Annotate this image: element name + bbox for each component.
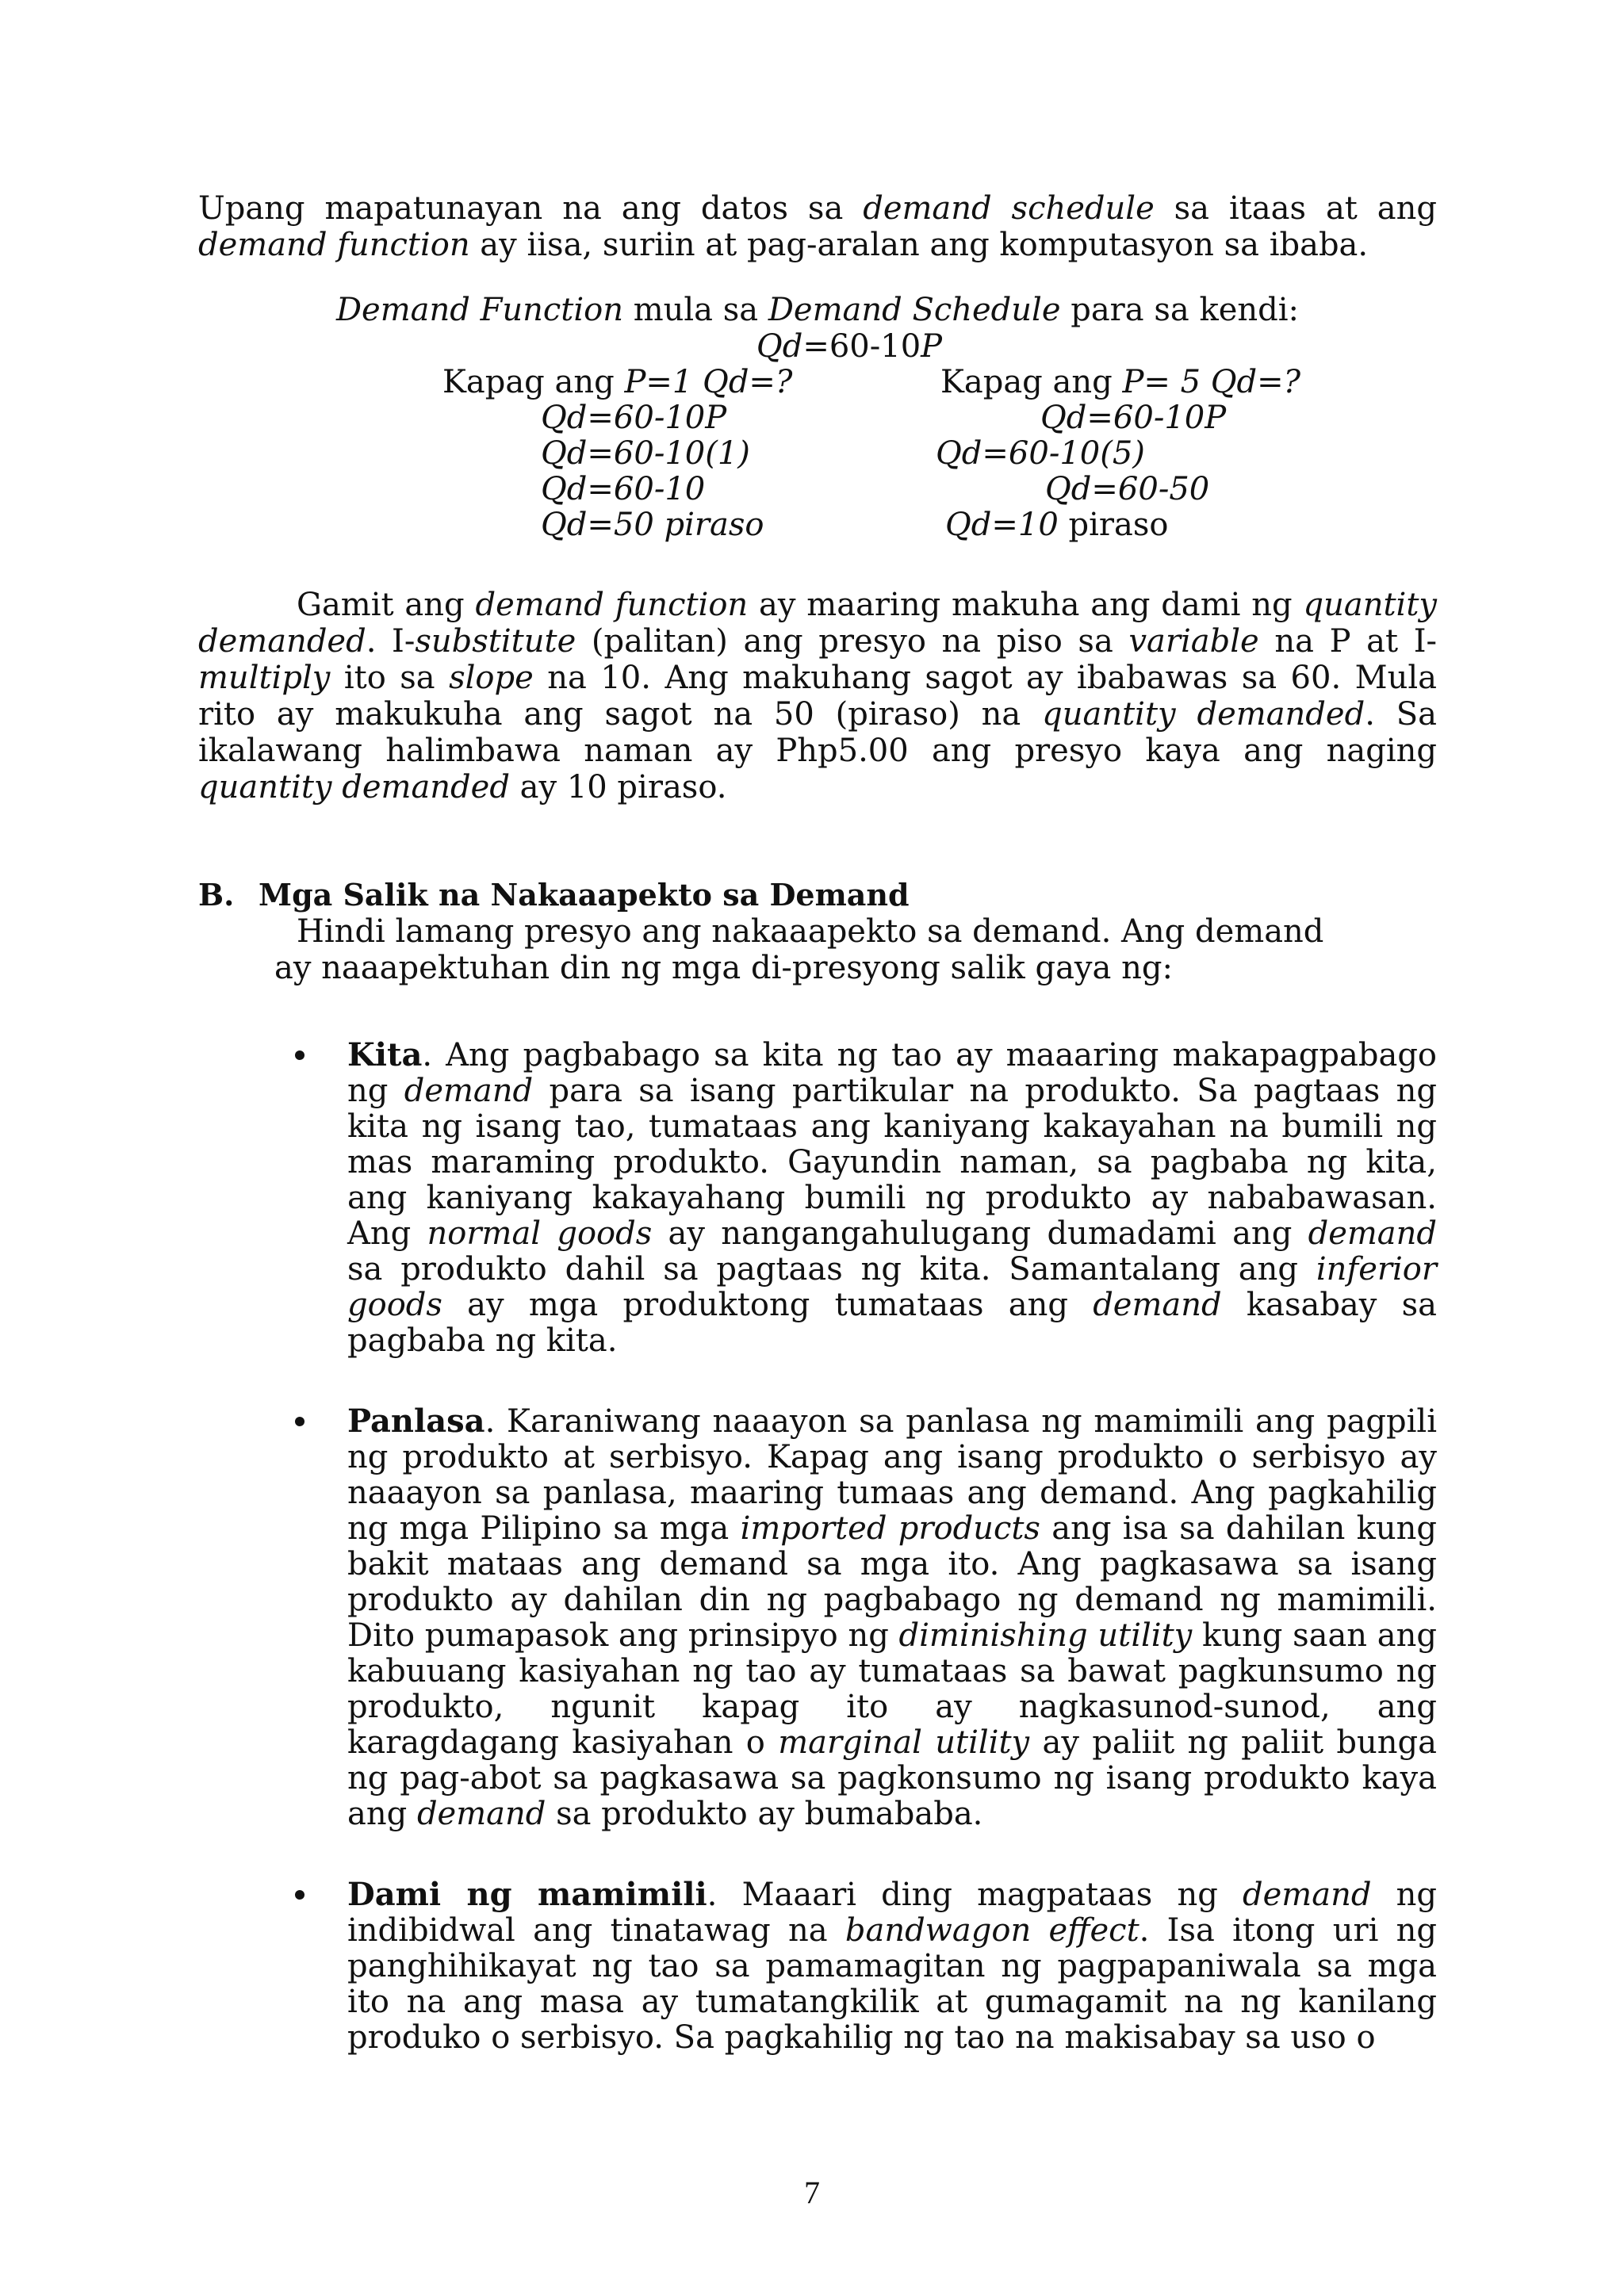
text-run: kasabay sa pagbaba ng kita.	[347, 1287, 1437, 1359]
text-run-italic: Qd=50 piraso	[541, 507, 764, 543]
text-run-italic: demand	[1093, 1287, 1222, 1323]
explanation-paragraph	[198, 587, 1437, 806]
bullet-icon	[295, 1050, 304, 1060]
text-run-italic: quantity demanded	[1042, 696, 1365, 733]
term-label: Dami ng mamimili	[347, 1876, 707, 1913]
text-run: na 10. Ang makuhang sagot ay ibabawas sa 60. Mula rito ay makukuha ang sagot na 50 (piraso) na	[198, 660, 1438, 733]
text-run-italic: multiply	[198, 660, 331, 696]
text-run-italic: P=1 Qd=?	[624, 364, 793, 400]
calc-right-line	[936, 400, 1300, 436]
list-item-panlasa	[198, 1403, 1437, 1832]
section-b-intro-line2: ay naaapektuhan din ng mga di-presyong salik gaya ng:	[274, 950, 1173, 986]
text-run-italic: slope	[449, 660, 534, 696]
calc-left-column	[442, 365, 792, 543]
text-run: kung saan ang kabuuang kasiyahan ng tao ay tumataas sa bawat pagkunsumo ng produkto, ngunit kapag ito ay nagkasunod-sunod, ang karagdagang kasiyahan o	[347, 1617, 1437, 1761]
text-run-italic: normal goods	[427, 1215, 653, 1252]
text-run-italic: bandwagon effect	[845, 1912, 1139, 1949]
text-run-italic: Qd=60-10P	[1040, 400, 1227, 436]
text-run-italic: demand	[1308, 1215, 1438, 1252]
text-run-italic: demand	[404, 1073, 534, 1109]
text-run-italic: Demand Function	[335, 292, 623, 328]
text-run: ang isa sa dahilan kung bakit mataas ang demand sa mga ito. Ang pagkasawa sa isang produkto ay dahilan din ng pagbabago ng demand ng mamimili. Dito pumapasok ang prinsipyo ng	[347, 1510, 1438, 1654]
text-run-italic: Qd=60-10P	[541, 400, 727, 436]
text-run-italic: demand function	[198, 227, 470, 263]
text-run-italic: demand	[416, 1796, 546, 1832]
calc-right-line	[936, 436, 1300, 472]
calc-right-header	[936, 365, 1300, 400]
text-run-italic: demand schedule	[863, 190, 1155, 227]
text-run-italic: Qd=60-10	[541, 471, 706, 507]
calc-left-line	[442, 472, 792, 507]
calc-left-line	[442, 400, 792, 436]
text-run-italic: demand function	[475, 587, 749, 623]
term-label: Panlasa	[347, 1402, 485, 1440]
calculation-columns	[198, 365, 1437, 547]
text-run: Kapag ang	[940, 364, 1123, 400]
text-run: . Karaniwang naaayon sa panlasa ng mamimili ang pagpili ng produkto at serbisyo. Kapag ang isang produkto o serbisyo ay naaayon sa panlasa, maaring tumaas ang demand. Ang pagkahilig ng mga Pilipino sa mga	[347, 1403, 1437, 1547]
text-run: . Sa ikalawang halimbawa naman ay Php5.00 ang presyo kaya ang naging	[198, 696, 1437, 769]
calc-left-header	[442, 365, 792, 400]
page-number: 7	[804, 2175, 820, 2210]
term-label: Kita	[347, 1036, 423, 1073]
text-run: piraso	[1058, 507, 1169, 543]
text-run: ay 10 piraso.	[509, 769, 727, 806]
text-run: na P at I-	[1258, 623, 1438, 660]
text-run: Kapag ang	[442, 364, 625, 400]
text-run-italic: diminishing utility	[898, 1617, 1193, 1654]
text-run: ito sa	[330, 660, 450, 696]
text-run: ay mga produktong tumataas ang	[442, 1287, 1094, 1323]
bullet-icon	[295, 1417, 304, 1426]
text-run-italic: substitute	[415, 623, 576, 660]
list-item-kita	[198, 1037, 1437, 1359]
demand-function-title	[198, 292, 1437, 328]
demand-function-equation	[198, 328, 1437, 365]
document-page	[198, 190, 1437, 2100]
text-run-italic: Qd=60-10(1)	[541, 435, 750, 472]
text-run: . Isa itong uri ng panghihikayat ng tao sa pamamagitan ng pagpapaniwala sa mga ito na ang masa ay tumatangkilik at gumagamit na ng kanilang produko o serbisyo. Sa pagkahilig ng tao na makisabay sa uso o	[347, 1912, 1438, 2056]
text-run: para sa isang partikular na produkto. Sa pagtaas ng kita ng isang tao, tumataas ang kaniyang kakayahan na bumili ng mas maraming produkto. Gayundin naman, sa pagbaba ng kita, ang kaniyang kakayahang bumili ng produkto ay nababawasan. Ang	[347, 1073, 1437, 1252]
text-run-italic: Qd	[756, 328, 803, 365]
text-run-italic: Qd=60-50	[1045, 471, 1210, 507]
section-letter: B.	[198, 877, 235, 913]
text-run-italic: P	[921, 328, 943, 365]
text-run: para sa kendi:	[1060, 292, 1300, 328]
calc-right-line	[936, 507, 1300, 543]
section-heading: Mga Salik na Nakaaapekto sa Demand	[259, 877, 910, 913]
section-b-header	[198, 877, 1437, 913]
text-run-italic: P= 5 Qd=?	[1122, 364, 1301, 400]
text-run: ay nangangahulugang dumadami ang	[652, 1215, 1308, 1252]
text-run-italic: demand	[1243, 1877, 1372, 1913]
text-run-italic: Qd=10	[945, 507, 1059, 543]
text-run-italic: inferior goods	[347, 1251, 1437, 1323]
list-item-dami-ng-mamimili	[198, 1877, 1437, 2056]
text-run: sa produkto dahil sa pagtaas ng kita. Samantalang ang	[347, 1251, 1316, 1288]
text-run: ay iisa, suriin at pag-aralan ang komputasyon sa ibaba.	[469, 227, 1369, 263]
calc-left-line	[442, 436, 792, 472]
text-run: =60-10	[802, 328, 921, 365]
calc-left-line	[442, 507, 792, 543]
text-run: (palitan) ang presyo na piso sa	[576, 623, 1129, 660]
text-run: Gamit ang	[297, 587, 476, 623]
text-run: ng indibidwal ang tinatawag na	[347, 1877, 1437, 1949]
text-run: . I-	[366, 623, 416, 660]
text-run-italic: quantity demanded	[198, 587, 1438, 660]
text-run-italic: Demand Schedule	[768, 292, 1061, 328]
text-run: sa produkto ay bumababa.	[546, 1796, 983, 1832]
text-run-italic: marginal utility	[778, 1724, 1030, 1761]
text-run-italic: imported products	[740, 1510, 1040, 1547]
text-run-italic: quantity demanded	[198, 769, 510, 806]
text-run: ay maaring makuha ang dami ng	[748, 587, 1304, 623]
bullet-icon	[295, 1890, 304, 1900]
calc-right-line	[936, 472, 1300, 507]
intro-paragraph	[198, 190, 1437, 263]
factors-list	[198, 1037, 1437, 2056]
text-run-italic: Qd=60-10(5)	[936, 435, 1145, 472]
section-b-intro-line1: Hindi lamang presyo ang nakaaapekto sa demand. Ang demand	[297, 913, 1324, 950]
text-run: Upang mapatunayan na ang datos sa	[198, 190, 864, 227]
text-run: sa itaas at ang	[1154, 190, 1437, 227]
text-run-italic: variable	[1128, 623, 1259, 660]
text-run: . Ang pagbabago sa kita ng tao ay maaaring makapagpabago ng	[347, 1037, 1437, 1109]
text-run: . Maaari ding magpataas ng	[707, 1877, 1243, 1913]
text-run: mula sa	[622, 292, 768, 328]
text-run: ay paliit ng paliit bunga ng pag-abot sa pagkasawa sa pagkonsumo ng isang produkto kaya ang	[347, 1724, 1438, 1832]
calc-right-column	[936, 365, 1300, 543]
